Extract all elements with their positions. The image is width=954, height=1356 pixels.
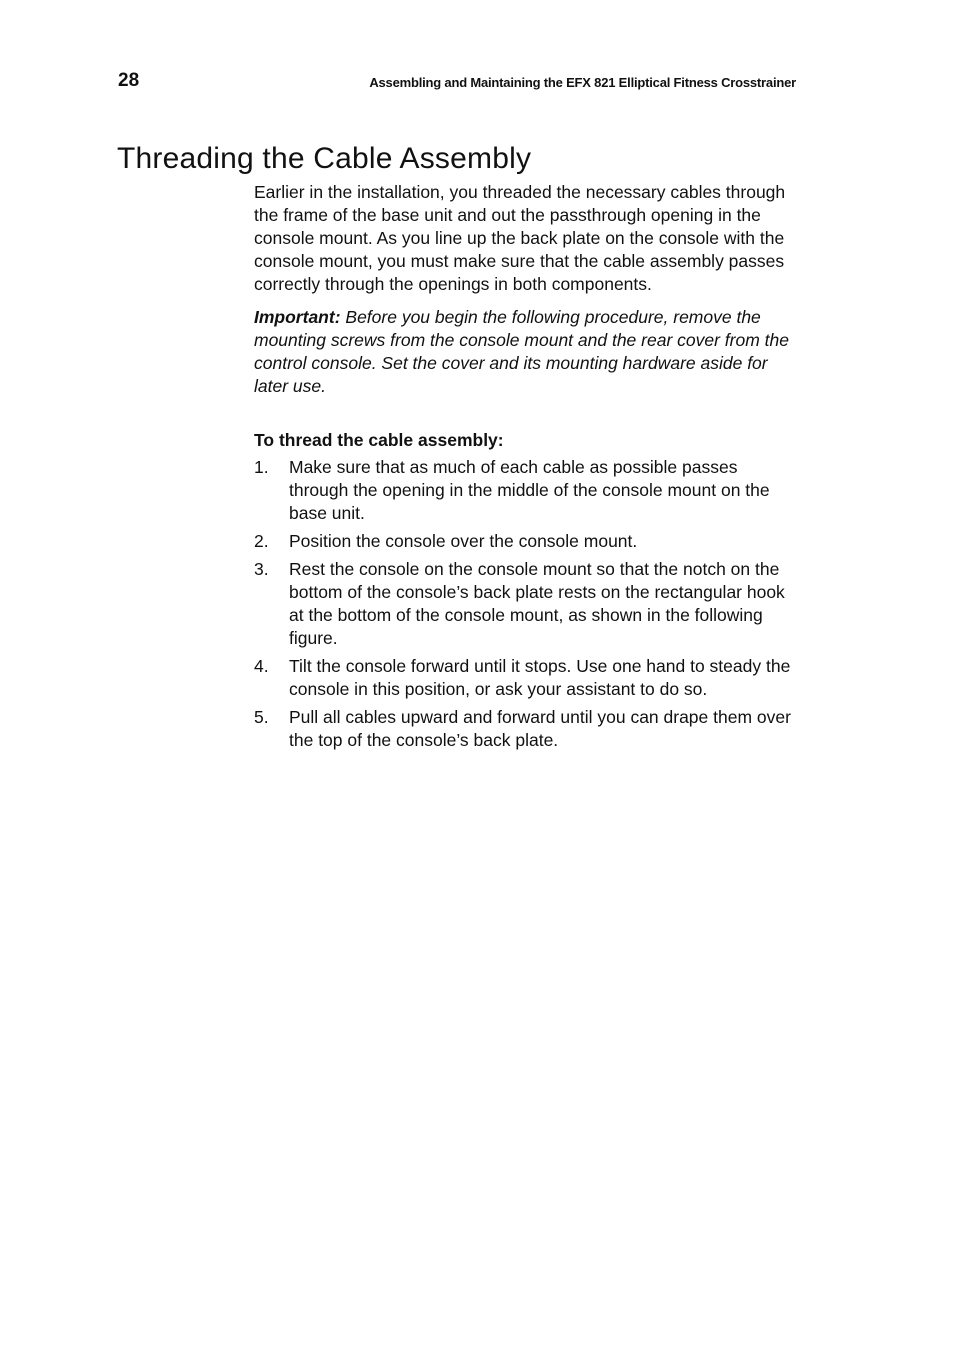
step-number: 4. — [254, 656, 269, 676]
important-note — [254, 306, 799, 398]
running-title: Assembling and Maintaining the EFX 821 Elliptical Fitness Crosstrainer — [369, 75, 796, 90]
section-title: Threading the Cable Assembly — [117, 142, 532, 175]
step-number: 5. — [254, 707, 269, 727]
list-item — [254, 558, 799, 650]
procedure-steps — [254, 456, 799, 752]
page-number: 28 — [118, 70, 140, 91]
step-text: Pull all cables upward and forward until you can drape them over the top of the console’s back plate. — [289, 707, 791, 750]
list-item — [254, 655, 799, 701]
step-number: 1. — [254, 457, 269, 477]
step-text: Rest the console on the console mount so that the notch on the bottom of the console’s back plate rests on the rectangular hook at the bottom of the console mount, as shown in the following figure. — [289, 559, 785, 648]
section-body — [254, 181, 799, 757]
important-note-label: Important: — [254, 307, 341, 327]
list-item — [254, 706, 799, 752]
step-text: Tilt the console forward until it stops. Use one hand to steady the console in this position, or ask your assistant to do so. — [289, 656, 791, 699]
list-item — [254, 456, 799, 525]
intro-paragraph: Earlier in the installation, you threaded the necessary cables through the frame of the base unit and out the passthrough opening in the console mount. As you line up the back plate on the console with the console mount, you must make sure that the cable assembly passes correctly through the openings in both components. — [254, 182, 786, 294]
important-note-text: Before you begin the following procedure, remove the mounting screws from the console mount and the rear cover from the control console. Set the cover and its mounting hardware aside for later use. — [254, 307, 789, 396]
step-number: 2. — [254, 531, 269, 551]
list-item — [254, 530, 799, 553]
step-text: Make sure that as much of each cable as possible passes through the opening in the middle of the console mount on the base unit. — [289, 457, 770, 523]
procedure-heading: To thread the cable assembly: — [254, 430, 504, 450]
page-header — [118, 68, 796, 96]
step-number: 3. — [254, 559, 269, 579]
step-text: Position the console over the console mount. — [289, 531, 638, 551]
